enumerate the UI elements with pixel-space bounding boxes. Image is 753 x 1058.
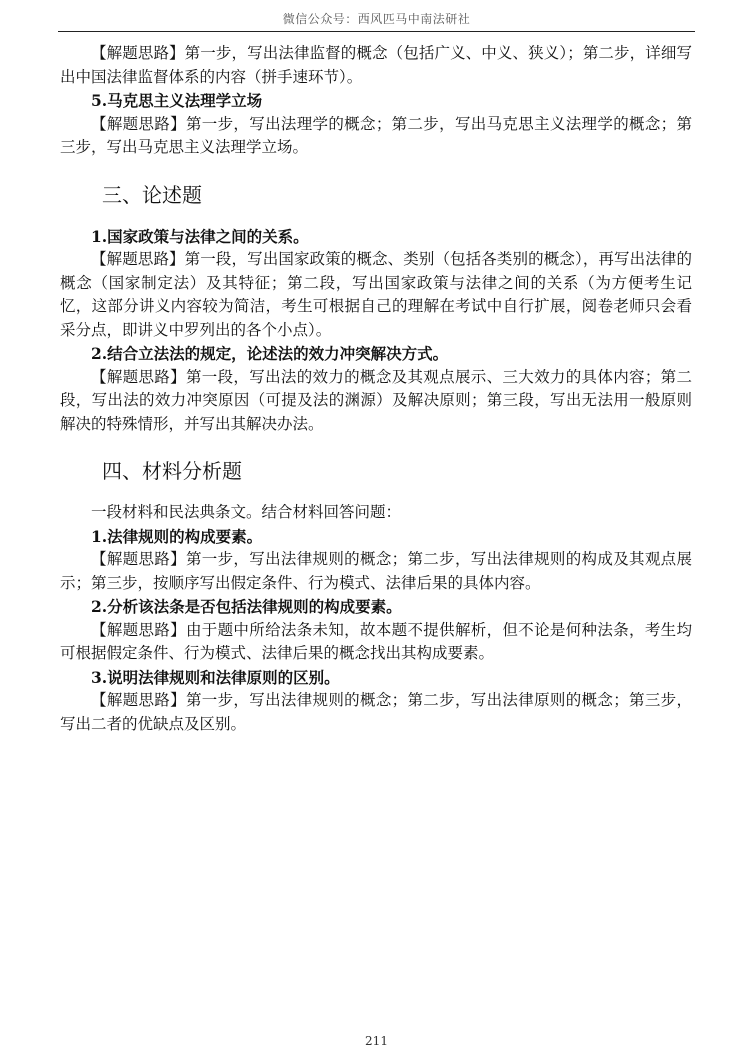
question-heading: 5.马克思主义法理学立场	[91, 91, 263, 110]
answer-hint-paragraph: 【解题思路】第一步，写出法理学的概念；第二步，写出马克思主义法理学的概念；第三步，写出马克思主义法理学立场。	[60, 114, 692, 156]
question-heading: 1.国家政策与法律之间的关系。	[91, 226, 309, 246]
section-heading-essay: 三、论述题	[102, 182, 202, 207]
spacer	[60, 160, 692, 180]
question-heading: 2.结合立法法的规定，论述法的效力冲突解决方式。	[91, 344, 449, 363]
answer-hint-paragraph: 【解题思路】第一段，写出法的效力的概念及其观点展示、三大效力的具体内容；第二段，写出法的效力冲突原因（可提及法的渊源）及解决原则；第三段，写出无法用一般原则解决的特殊情形，并写出其解决办法。	[60, 367, 692, 433]
spacer	[60, 486, 692, 501]
spacer	[60, 210, 692, 225]
page-number: 211	[365, 1034, 388, 1048]
material-intro: 一段材料和民法典条文。结合材料回答问题：	[91, 503, 402, 521]
section-heading-material-analysis: 四、材料分析题	[102, 459, 242, 483]
answer-hint-paragraph: 【解题思路】第一段，写出国家政策的概念、类别（包括各类别的概念），再写出法律的概念（国家制定法）及其特征；第二段，写出国家政策与法律之间的关系（为方便考生记忆，这部分讲义内容较为简洁，考生可根据自己的理解在考试中自行扩展，阅卷老师只会看采分点，即讲义中罗列出的各个小点）。	[60, 250, 692, 339]
header-divider	[58, 31, 695, 32]
question-heading: 2.分析该法条是否包括法律规则的构成要素。	[91, 597, 402, 616]
question-heading: 1.法律规则的构成要素。	[91, 526, 263, 546]
answer-hint-paragraph: 【解题思路】第一步，写出法律规则的概念；第二步，写出法律规则的构成及其观点展示；第三步，按顺序写出假定条件、行为模式、法律后果的具体内容。	[60, 550, 692, 592]
page-content	[60, 42, 692, 736]
answer-hint-paragraph: 【解题思路】第一步，写出法律监督的概念（包括广义、中义、狭义）；第二步，详细写出中国法律监督体系的内容（拼手速环节）。	[60, 44, 692, 86]
spacer	[60, 436, 692, 456]
page-header: 微信公众号：西风匹马中南法研社	[282, 12, 471, 26]
question-heading: 3.说明法律规则和法律原则的区别。	[91, 667, 340, 687]
answer-hint-paragraph: 【解题思路】第一步，写出法律规则的概念；第二步，写出法律原则的概念；第三步，写出二者的优缺点及区别。	[60, 691, 692, 733]
answer-hint-paragraph: 【解题思路】由于题中所给法条未知，故本题不提供解析，但不论是何种法条，考生均可根据假定条件、行为模式、法律后果的概念找出其构成要素。	[60, 620, 692, 662]
